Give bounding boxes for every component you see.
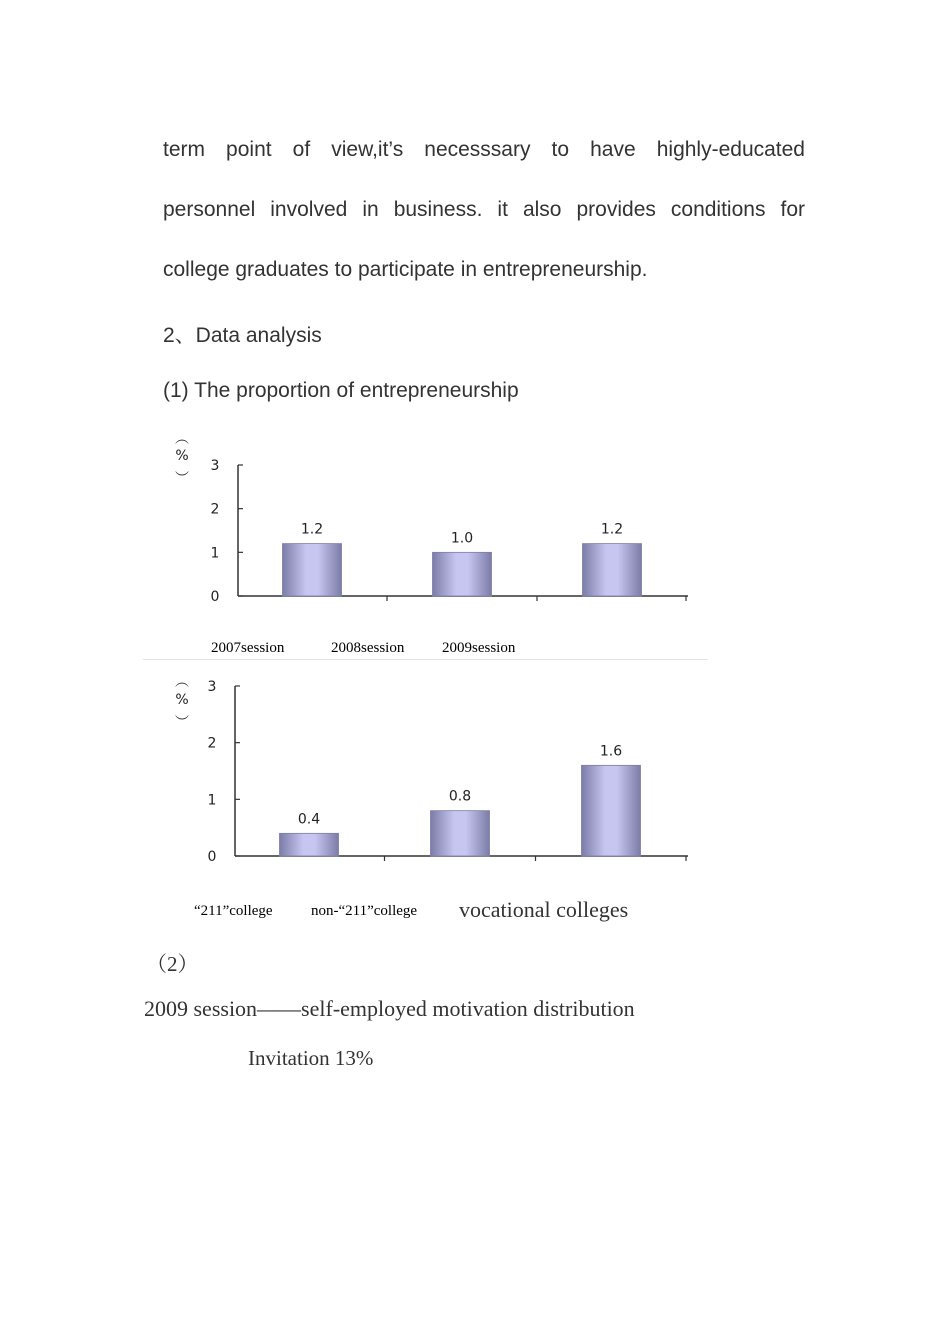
data-label: 1.2 [600, 521, 624, 538]
bar [583, 544, 642, 596]
y-tick-label: 2 [210, 501, 220, 518]
chart-sessions-svg [150, 425, 710, 615]
chart-divider [143, 659, 708, 660]
motivation-item: Invitation 13% [248, 1046, 374, 1070]
bar [283, 544, 342, 596]
y-tick-label: 0 [207, 849, 217, 865]
y-tick-label: 3 [210, 458, 220, 474]
bar [433, 552, 492, 596]
bar-chart-colleges [150, 670, 710, 870]
y-tick-label: 1 [207, 792, 217, 809]
y-tick-label: 1 [210, 545, 220, 562]
data-label: 1.0 [450, 530, 474, 547]
category-label: “211”college [194, 903, 273, 919]
chart-colleges-svg [150, 670, 710, 870]
y-tick-label: 0 [210, 589, 220, 605]
category-label: 2008session [331, 640, 405, 656]
data-label: 1.6 [599, 743, 623, 760]
data-label: 0.8 [448, 788, 472, 805]
data-label: 0.4 [297, 811, 321, 828]
body-paragraph [163, 120, 805, 300]
y-tick-label: 3 [207, 679, 217, 695]
data-label: 1.2 [300, 521, 324, 538]
body-line-1: term point of view,it’s necesssary to have highly-educated [163, 138, 805, 161]
category-label: vocational colleges [459, 897, 629, 922]
bar-chart-sessions [150, 425, 710, 615]
y-axis-label: % [175, 448, 189, 464]
y-tick-label: 2 [207, 735, 217, 752]
y-axis-label: % [175, 692, 189, 708]
body-line-2: personnel involved in business. it also provides conditions for [163, 198, 805, 221]
y-axis-label: ︵ [175, 674, 189, 690]
motivation-title: 2009 session——self-employed motivation distribution [144, 996, 635, 1021]
y-axis-label: ︶ [175, 715, 189, 731]
bar [280, 833, 339, 856]
item-2-label: （2） [146, 952, 199, 976]
body-line-3: college graduates to participate in entrepreneurship. [163, 258, 648, 281]
bar [431, 811, 490, 856]
category-label: non-“211”college [311, 903, 418, 919]
y-axis-label: ︵ [175, 431, 189, 447]
bar [582, 765, 641, 856]
category-label: 2009session [442, 640, 516, 656]
category-label: 2007session [211, 640, 285, 656]
section-heading: 2、Data analysis [163, 324, 322, 347]
subsection-heading: (1) The proportion of entrepreneurship [163, 379, 519, 402]
y-axis-label: ︶ [175, 471, 189, 487]
